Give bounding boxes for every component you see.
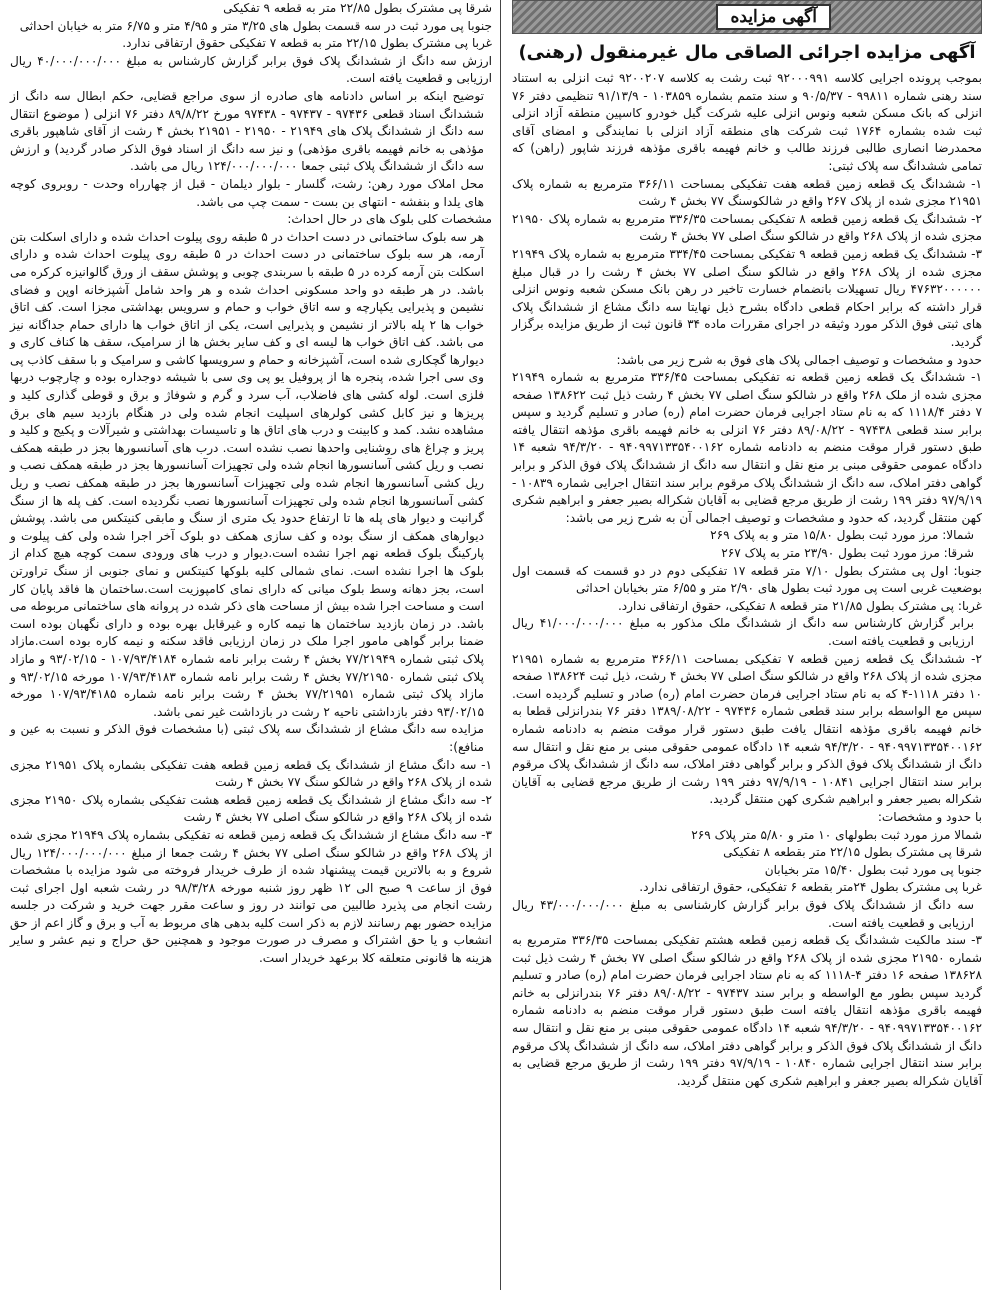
list-item: ۲- سه دانگ مشاع از ششدانگ یک قطعه زمین قطعه هشت تفکیکی بشماره پلاک ۲۱۹۵۰ مجزی شده از پلاک ۲۶۸ واقع در شالکو سنگ اصلی ۷۷ بخش ۴ رشت xyxy=(10,792,492,825)
right-column xyxy=(512,0,982,1090)
paragraph: محل املاک مورد رهن: رشت، گلسار - بلوار دیلمان - قبل از چهارراه وحدت - روبروی کوچه های یلدا و بنفشه - انتهای بن بست - سمت چپ می باشد. xyxy=(10,176,484,209)
column-divider xyxy=(500,0,501,1290)
header-label: آگهی مزایده xyxy=(716,4,831,30)
paragraph: ۱- ششدانگ یک قطعه زمین قطعه نه تفکیکی بمساحت ۳۳۶/۴۵ مترمربع به شماره ۲۱۹۴۹ مجزی شده از ملک ۲۶۸ واقع در شالکو سنگ اصلی ۷۷ بخش ۴ رشت ذیل ثبت ۱۳۸۶۲۲ صفحه ۷ دفتر ۱۱۱۸/۴ که به نام ستاد اجرایی فرمان حضرت امام (ره) صادر و تسلیم گردید و سپس برابر سند قطعی ۹۷۴۳۸ - ۸۹/۰۸/۲۲ دفتر ۷۶ انزلی به خانم فهیمه باقری مؤذهه انتقال یافته طبق دستور قرار موقت منضم به دادنامه شماره ۹۴۰۹۹۷۱۳۳۵۴۰۰۱۶۲ - ۹۴/۳/۲۰ شعبه ۱۴ دادگاه عمومی حقوقی مبنی بر منع نقل و انتقال سه دانگ از ششدانگ پلاک فوق الذکر و برابر گواهی دفتر املاک، سه دانگ از ششدانگ پلاک مرقوم برابر سند انتقال اجرایی شماره ۱۰۸۳۹ - ۹۷/۹/۱۹ دفتر ۱۹۹ رشت از طریق مرجع قضایی به آقایان شکراله بصیر جعفر و ابراهیم شکری کهن منتقل گردید، که حدود و مشخصات و توصیف اجمالی آن به شرح زیر می باشد: xyxy=(512,370,983,525)
boundary-line: جنوبا پی مورد ثبت بطول ۱۵/۴۰ متر بخیابان xyxy=(764,862,982,877)
paragraph: ۳- ششدانگ یک قطعه زمین قطعه ۹ تفکیکی بمساحت ۳۳۴/۴۵ مترمربع به شماره پلاک ۲۱۹۴۹ مجزی شده از پلاک ۲۶۸ واقع در شالکو سنگ اصلی ۷۷ بخش ۴ رشت را در قبال مبلغ ۴۷۶۳۲۰۰۰۰۰۰ ریال تسهیلات بانضمام خسارت تاخیر در رهن بانک مسکن شعبه ونوس انزلی قرار داشته که برابر احکام قطعی دادگاه بشرح ذیل نهایتا سه دانگ مشاع از ششدانگ پلاک های ثبتی فوق الذکر مورد وثیقه در اجرای مقررات ماده ۳۴ قانون ثبت از طریق مزایده برگزار گردید. xyxy=(512,246,983,349)
paragraph: ارزش سه دانگ از ششدانگ پلاک فوق برابر گزارش کارشناس به مبلغ ۴۰/۰۰۰/۰۰۰/۰۰۰ ریال ارزیابی و قطعیت یافته است. xyxy=(10,53,492,86)
paragraph: ۱- ششدانگ یک قطعه زمین قطعه هفت تفکیکی بمساحت ۳۶۶/۱۱ مترمربع به شماره پلاک ۲۱۹۵۱ مجزی شده از پلاک ۲۶۷ واقع در شالکوسنگ ۷۷ بخش ۴ رشت xyxy=(512,176,982,209)
header-banner xyxy=(512,0,982,34)
boundary-line: شرقا: مرز مورد ثبت بطول ۲۳/۹۰ متر به پلاک ۲۶۷ xyxy=(721,546,974,561)
paragraph: مزایده سه دانگ مشاع از ششدانگ سه پلاک ثبتی (با مشخصات فوق الذکر و نسبت به عین و منافع): xyxy=(10,722,484,754)
boundary-line: جنوبا: اول پی مشترک بطول ۷/۱۰ متر قطعه ۱۷ تفکیکی دوم در دو قسمت که قسمت اول بوضعیت غربی است پی مورد ثبت بطول های ۲/۹۰ متر و ۶/۵۵ متر بخیابان احداثی xyxy=(512,563,982,596)
boundary-line: غربا پی مشترک بطول ۲۲/۱۵ متر به قطعه ۷ تفکیکی حقوق ارتفاقی ندارد. xyxy=(122,36,492,51)
notice-title: آگهی مزایده اجرائی الصاقی مال غیرمنقول (رهنی) xyxy=(518,42,976,63)
paragraph: حدود و مشخصات و توصیف اجمالی پلاک های فوق به شرح زیر می باشد: xyxy=(616,352,982,367)
paragraph: ۲- ششدانگ یک قطعه زمین قطعه ۷ تفکیکی بمساحت ۳۶۶/۱۱ مترمربع به شماره ۲۱۹۵۱ مجزی شده از پلاک ۲۶۸ واقع در شالکو سنگ اصلی ۷۷ بخش ۴ رشت، ذیل ثبت ۱۳۸۶۲۴ صفحه ۱۰ دفتر ۱۱۱۸-۴ که به نام ستاد اجرایی فرمان حضرت امام (ره) صادر و تسلیم گردیده است. سپس مع الواسطه برابر سند قطعی شماره ۹۷۴۳۶ - ۱۳۸۹/۰۸/۲۲ دفتر ۷۶ بندرانزلی قطعا به خانم فهیمه باقری مؤذهه انتقال یافت طبق دستور قرار موقت منضم به دادنامه شماره ۹۴۰۹۹۷۱۳۳۵۴۰۰۱۶۲ - ۹۴/۳/۲۰ شعبه ۱۴ دادگاه عمومی حقوقی مبنی بر منع نقل و انتقال سه دانگ از ششدانگ پلاک فوق الذکر و برابر گواهی دفتر املاک، سه دانگ از ششدانگ پلاک مرقوم برابر سند انتقال اجرایی ۱۰۸۴۱ - ۹۷/۹/۱۹ دفتر ۱۹۹ رشت از طریق مرجع قضایی به آقایان شکراله بصیر جعفر و ابراهیم شکری کهن منتقل گردید. xyxy=(512,651,982,807)
boundary-line: جنوبا پی مورد ثبت در سه قسمت بطول های ۳/۲۵ متر و ۴/۹۵ متر و ۶/۷۵ متر به خیابان احداثی xyxy=(19,18,492,33)
boundary-line: با حدود و مشخصات: xyxy=(877,809,982,824)
boundary-line: شمالا مرز مورد ثبت بطولهای ۱۰ متر و ۵/۸۰ متر پلاک ۲۶۹ xyxy=(691,827,982,842)
boundary-line: غربا: پی مشترک بطول ۲۱/۸۵ متر قطعه ۸ تفکیکی، حقوق ارتفاقی ندارد. xyxy=(617,598,982,613)
list-item: ۳- سه دانگ مشاع از ششدانگ یک قطعه زمین قطعه نه تفکیکی بشماره پلاک ۲۱۹۴۹ مجزی شده از پلاک ۲۶۸ واقع در شالکو سنگ اصلی ۷۷ بخش ۴ رشت جمعا از مبلغ ۱۲۴/۰۰۰/۰۰۰/۰۰۰ ریال شروع و به بالاترین قیمت پیشنهاد شده از طرف خریدار فروخته می شود مزایده با مشخصات فوق از ساعت ۹ صبح الی ۱۲ ظهر روز شنبه مورخه ۹۸/۳/۲۸ در رشت شعبه اول اجرای ثبت رشت انجام می پذیرد طالبین می توانند در روز و ساعت مقرر جهت خرید و شرکت در جلسه مزایده حضور بهم رسانند لازم به ذکر است کلیه بدهی های مربوط به آب و برق و گاز اعم از حق انشعاب و یا حق اشتراک و مصرف در صورت موجود و همچنین حق حراج و نیم عشر و سایر هزینه ها قانونی متعلقه کلا برعهد خریدار است. xyxy=(10,827,493,966)
paragraph: هر سه بلوک ساختمانی در دست احداث در ۵ طبقه روی پیلوت احداث شده و دارای اسکلت بتن آرمه، هر سه بلوک ساختمانی در دست احداث در ۵ طبقه روی پیلوت احداث شده و دارای اسکلت بتن آرمه کرده در ۵ طبقه با سربندی چوبی و پوشش سقف از ورق گالوانیزه کرکره می باشد. در هر طبقه دو واحد مسکونی احداث شده و هر واحد شامل آشپزخانه اوپن و فضای نشیمن و پذیرایی یکپارچه و سه اتاق خواب و حمام و سرویس بهداشتی مجزا است. کف اتاق خواب ها ۲ پله بالاتر از نشیمن و پذیرایی است، یکی از اتاق خواب ها دارای حمام جداگانه نیز می باشد. کف اتاق خواب ها لیسه ای و کف سایر بخش ها از سرامیک، سقف ها کناف کاری و دیوارها گچکاری شده است، آشپزخانه و حمام و سرویسها کاشی و سرامیک و با سقف کاذب پی وی سی اجرا شده، پنجره ها از پروفیل یو پی وی سی با شیشه دوجداره بوده و چارچوب دربها فلزی است. لوله کشی های فاضلاب، آب سرد و گرم و شوفاژ و برق و قوطی گذاری کلید و پریزها و نیز کابل کشی کولرهای اسپلیت انجام شده ولی در هنگام بازدید سیم های برق مشاهده نشد. کمد و کابینت و درب های اتاق ها و تاسیسات بهداشتی و شیرآلات و پکیج و کلید و پریز و چراغ های روشنایی واحدها نصب نشده است. درب های آسانسورها بجز در طبقه همکف نصب و ریل کشی آسانسورها انجام شده ولی تجهیزات آسانسورها بجز در طبقه همکف نصب و ریل کشی آسانسورها انجام شده ولی تجهیزات آسانسورها بجز در طبقه همکف نصب و ریل کشی آسانسورها انجام شده ولی تجهیزات آسانسورها نصب نگردیده است. کف پله ها از سنگ گرانیت و دیوار های پله ها تا ارتفاع حدود یک متری از سنگ و مابقی کنیتکس می باشد. پوشش دیوارهای همکف از سنگ بوده و کف سازی همکف دو بلوک آخر اجرا شده ولی کف پیلوت و پارکینگ بلوک قطعه نهم اجرا نشده است.دیوار و درب های ورودی سمت کوچه هیچ کدام از بلوک ها اجرا نشده است. نمای شمالی کلیه بلوکها کنیتکس و نمای جنوبی از سنگ تراورتن است، بجز دهانه وسط بلوک میانی که دارای نمای کامپوزیت است.ساختمان ها فاقد پایان کار است و مساحت اجرا شده بیش از مساحت های ذکر شده در پروانه های ساختمانی مربوطه می باشد. در زمان بازدید ساختمان ها نیمه کاره و غیرقابل بهره بوده و دارای نگهبان بوده است ضمنا برابر گواهی مامور اجرا ملک در زمان ارزیابی فاقد سکنه و نیمه کاره بوده است.مازاد پلاک ثبتی شماره ۷۷/۲۱۹۴۹ بخش ۴ رشت برابر نامه شماره ۱۰۷/۹۳/۴۱۸۴ - ۹۳/۰۲/۱۵ و مازاد پلاک ثبتی شماره ۷۷/۲۱۹۵۰ بخش ۴ رشت برابر نامه شماره ۱۰۷/۹۳/۴۱۸۳ مورخه ۹۳/۰۲/۱۵ و مازاد پلاک ثبتی شماره ۷۷/۲۱۹۵۱ بخش ۴ رشت برابر نامه شماره ۱۰۷/۹۳/۴۱۸۵ مورخه ۹۳/۰۲/۱۵ دفتر بازداشتی ناحیه ۲ رشت در بازداشت غیر نمی باشد. xyxy=(10,229,485,719)
list-item: ۱- سه دانگ مشاع از ششدانگ یک قطعه زمین قطعه هفت تفکیکی بشماره پلاک ۲۱۹۵۱ مجزی شده از پلاک ۲۶۸ واقع در شالکو سنگ ۷۷ بخش ۴ رشت xyxy=(10,757,492,790)
boundary-line: غربا پی مشترک بطول ۲۴متر بقطعه ۶ تفکیکی، حقوق ارتفاقی ندارد. xyxy=(639,880,982,895)
boundary-line: شمالا: مرز مورد ثبت بطول ۱۵/۸۰ متر و به پلاک ۲۶۹ xyxy=(710,528,974,543)
left-column xyxy=(10,0,492,968)
paragraph: ۳- سند مالکیت ششدانگ یک قطعه زمین قطعه هشتم تفکیکی بمساحت ۳۳۶/۳۵ مترمربع به شماره ۲۱۹۵۰ مجزی شده از پلاک ۲۶۸ واقع در شالکو سنگ اصلی ۷۷ بخش ۴ رشت ذیل ثبت ۱۳۸۶۲۸ صفحه ۱۶ دفتر ۴-۱۱۱۸ که به نام ستاد اجرایی فرمان حضرت امام (ره) صادر و تسلیم گردید سپس بطور مع الواسطه و برابر سند ۹۷۴۳۷ - ۸۹/۰۸/۲۲ دفتر ۷۶ بندرانزلی به خانم فهیمه باقری مؤذهه انتقال یافته است طبق دستور قرار موقت منضم به دادنامه شماره ۹۴۰۹۹۷۱۳۳۵۴۰۰۱۶۲ - ۹۴/۳/۲۰ شعبه ۱۴ دادگاه عمومی حقوقی مبنی بر منع نقل و انتقال سه دانگ از ششدانگ پلاک فوق الذکر و برابر گواهی دفتر املاک، سه دانگ از ششدانگ پلاک مرقوم برابر سند انتقال اجرایی شماره ۱۰۸۴۰ - ۹۷/۹/۱۹ دفتر ۱۹۹ رشت از طریق مرجع قضایی به آقایان شکراله بصیر جعفر و ابراهیم شکری کهن منتقل گردید. xyxy=(512,933,983,1088)
boundary-line: شرقا پی مشترک بطول ۲۲/۱۵ متر بقطعه ۸ تفکیکی xyxy=(723,845,982,860)
section-heading: مشخصات کلی بلوک های در حال احداث: xyxy=(287,212,492,227)
boundary-line: شرقا پی مشترک بطول ۲۲/۸۵ متر به قطعه ۹ تفکیکی xyxy=(223,1,492,15)
paragraph: ۲- ششدانگ یک قطعه زمین قطعه ۸ تفکیکی بمساحت ۳۳۶/۳۵ مترمربع به شماره پلاک ۲۱۹۵۰ مجزی شده از پلاک ۲۶۸ واقع در شالکو سنگ اصلی ۷۷ بخش ۴ رشت xyxy=(512,211,982,244)
paragraph: برابر گزارش کارشناس سه دانگ از ششدانگ ملک مذکور به مبلغ ۴۱/۰۰۰/۰۰۰/۰۰۰ ریال ارزیابی و قطعیت یافته است. xyxy=(512,616,974,648)
paragraph: سه دانگ از ششدانگ پلاک فوق برابر گزارش کارشناسی به مبلغ ۴۳/۰۰۰/۰۰۰/۰۰۰ ریال ارزیابی و قطعیت یافته است. xyxy=(512,897,975,930)
paragraph: بموجب پرونده اجرایی کلاسه ۹۲۰۰۰۹۹۱ ثبت رشت به کلاسه ۹۲۰۰۲۰۷ ثبت انزلی به استناد سند رهنی شماره ۹۹۸۱۱ - ۹۰/۵/۳۷ و سند متمم بشماره ۱۰۳۸۵۹ - ۹۱/۱۳/۹ تنظیمی دفتر ۷۶ انزلی که بانک مسکن شعبه ونوس انزلی علیه شرکت گیل خودرو کاسپین منطقه آزاد انزلی ثبت شده بشماره ۱۷۶۴ ثبت شرکت های منطقه آزاد انزلی با نمایندگی و امضای آقای محمدرضا انصاری طالبی فرزند طالب و خانم فهیمه باقری مؤذهه فرزند شاپور (راهن) که تمامی ششدانگ سه پلاک ثبتی: xyxy=(512,71,983,173)
paragraph: توضیح اینکه بر اساس دادنامه های صادره از سوی مراجع قضایی، حکم ابطال سه دانگ از ششدانگ اسناد قطعی ۹۷۴۳۶ - ۹۷۴۳۷ - ۹۷۴۳۸ مورخ ۸۹/۸/۲۲ دفتر ۷۶ انزلی ( موضوع انتقال سه دانگ از ششدانگ پلاک های ۲۱۹۴۹ - ۲۱۹۵۰ - ۲۱۹۵۱ بخش ۴ رشت از آقای شاهپور باقری مؤذهی به خانم فهیمه باقری مؤذهی) و نیز سه دانگ از اسناد فوق الذکر صادر گردید) و ارزش سه دانگ از ششدانگ پلاک ثبتی جمعا ۱۲۴/۰۰۰/۰۰۰/۰۰۰ ریال می باشد. xyxy=(10,88,485,174)
